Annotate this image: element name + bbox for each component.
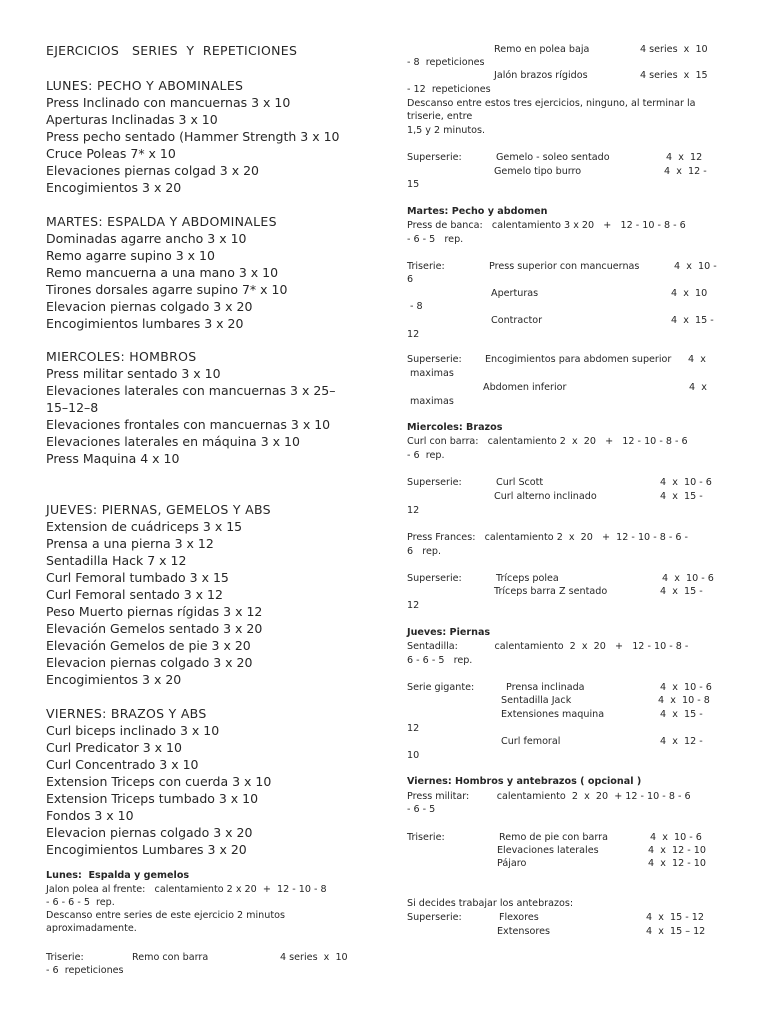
exercise-reps: 12: [407, 723, 420, 734]
exercise-item: Encogimientos lumbares 3 x 20: [46, 316, 244, 331]
exercise-name: Prensa inclinada: [506, 682, 585, 693]
exercise-line: 6 rep.: [407, 546, 442, 557]
exercise-line: Sentadilla: calentamiento 2 x 20 + 12 - 10 - 8 -: [407, 641, 689, 652]
exercise-item: Elevaciones frontales con mancuernas 3 x 10: [46, 417, 331, 432]
exercise-sets: 4 x 10 - 6: [660, 682, 712, 693]
exercise-reps: 12: [407, 600, 420, 611]
exercise-item: Encogimientos 3 x 20: [46, 180, 182, 195]
exercise-item: Curl Concentrado 3 x 10: [46, 757, 199, 772]
exercise-sets: 4 x 12 -: [664, 166, 707, 177]
exercise-item: Elevaciones laterales con mancuernas 3 x 25–: [46, 383, 336, 398]
superserie-label: Superserie:: [407, 477, 462, 488]
exercise-line: Press de banca: calentamiento 3 x 20 + 12 - 10 - 8 - 6: [407, 220, 686, 231]
exercise-item: Dominadas agarre ancho 3 x 10: [46, 231, 247, 246]
triserie-label: Triserie:: [46, 952, 84, 963]
exercise-item: Prensa a una pierna 3 x 12: [46, 536, 214, 551]
day-heading-miercoles: MIERCOLES: HOMBROS: [46, 349, 197, 364]
exercise-name: Aperturas: [491, 288, 539, 299]
note-line: Descanso entre series de este ejercicio 2 minutos: [46, 910, 285, 921]
exercise-line: - 6 - 5: [407, 804, 436, 815]
exercise-name: Encogimientos para abdomen superior: [485, 354, 672, 365]
exercise-sets: 4 x 10 - 6: [662, 573, 714, 584]
exercise-line: - 6 rep.: [407, 450, 445, 461]
exercise-sets: 4 x 12 -: [660, 736, 703, 747]
exercise-sets: 4 series x 15: [640, 70, 708, 81]
exercise-sets: 4 x 15 -: [660, 586, 703, 597]
exercise-name: Remo con barra: [132, 952, 209, 963]
exercise-sets: 4 series x 10: [280, 952, 348, 963]
exercise-item: Press Inclinado con mancuernas 3 x 10: [46, 95, 291, 110]
exercise-item: Sentadilla Hack 7 x 12: [46, 553, 187, 568]
exercise-item: Cruce Poleas 7* x 10: [46, 146, 176, 161]
superserie-label: Superserie:: [407, 912, 462, 923]
exercise-line: Jalon polea al frente: calentamiento 2 x 20 + 12 - 10 - 8: [46, 884, 327, 895]
exercise-line: - 6 - 5 rep.: [407, 234, 464, 245]
exercise-item: Press pecho sentado (Hammer Strength 3 x 10: [46, 129, 340, 144]
exercise-item: Elevación Gemelos sentado 3 x 20: [46, 621, 263, 636]
exercise-item: Press Maquina 4 x 10: [46, 451, 180, 466]
exercise-name: Pájaro: [497, 858, 527, 869]
exercise-item: Elevaciones piernas colgad 3 x 20: [46, 163, 259, 178]
section-heading-martes: Martes: Pecho y abdomen: [407, 206, 548, 217]
exercise-line: Press Frances: calentamiento 2 x 20 + 12 - 10 - 8 - 6 -: [407, 532, 688, 543]
exercise-reps: maximas: [407, 396, 454, 407]
exercise-item: Elevaciones laterales en máquina 3 x 10: [46, 434, 300, 449]
exercise-item: Aperturas Inclinadas 3 x 10: [46, 112, 218, 127]
exercise-sets: 4 x 10 - 6: [650, 832, 702, 843]
note-line: triserie, entre: [407, 111, 473, 122]
exercise-reps: - 8 repeticiones: [407, 57, 485, 68]
exercise-line: 6 - 6 - 5 rep.: [407, 655, 473, 666]
exercise-sets: 4 x 15 -: [671, 315, 714, 326]
superserie-label: Superserie:: [407, 573, 462, 584]
exercise-line: Curl con barra: calentamiento 2 x 20 + 12 - 10 - 8 - 6: [407, 436, 688, 447]
exercise-name: Curl alterno inclinado: [494, 491, 597, 502]
exercise-name: Flexores: [499, 912, 539, 923]
exercise-name: Sentadilla Jack: [501, 695, 572, 706]
exercise-sets: 4 x 15 -: [660, 491, 703, 502]
exercise-name: Gemelo - soleo sentado: [496, 152, 610, 163]
exercise-line: Press militar: calentamiento 2 x 20 + 12 - 10 - 8 - 6: [407, 791, 691, 802]
exercise-name: Contractor: [491, 315, 543, 326]
exercise-name: Jalón brazos rígidos: [494, 70, 588, 81]
day-heading-viernes: VIERNES: BRAZOS Y ABS: [46, 706, 207, 721]
exercise-item: Elevacion piernas colgado 3 x 20: [46, 825, 253, 840]
exercise-name: Curl femoral: [501, 736, 561, 747]
day-heading-martes: MARTES: ESPALDA Y ABDOMINALES: [46, 214, 277, 229]
note-line: aproximadamente.: [46, 923, 137, 934]
superserie-label: Superserie:: [407, 152, 462, 163]
triserie-label: Triserie:: [407, 261, 445, 272]
exercise-reps: 12: [407, 329, 420, 340]
exercise-sets: 4 x 12 - 10: [648, 858, 706, 869]
exercise-name: Tríceps barra Z sentado: [494, 586, 608, 597]
exercise-name: Remo en polea baja: [494, 44, 590, 55]
exercise-item: Remo agarre supino 3 x 10: [46, 248, 215, 263]
exercise-reps: 6: [407, 274, 414, 285]
note-line: Descanso entre estos tres ejercicios, ninguno, al terminar la: [407, 98, 696, 109]
exercise-sets: 4 x: [689, 382, 707, 393]
exercise-sets: 4 x 15 – 12: [646, 926, 706, 937]
exercise-item: Fondos 3 x 10: [46, 808, 134, 823]
exercise-name: Gemelo tipo burro: [494, 166, 582, 177]
exercise-item: Extension Triceps con cuerda 3 x 10: [46, 774, 272, 789]
exercise-sets: 4 x 10 - 8: [658, 695, 710, 706]
exercise-sets: 4 x 10 - 6: [660, 477, 712, 488]
exercise-name: Extensiones maquina: [501, 709, 605, 720]
exercise-reps: 15: [407, 179, 420, 190]
section-heading-viernes: Viernes: Hombros y antebrazos ( opcional ): [407, 776, 642, 787]
exercise-name: Tríceps polea: [496, 573, 559, 584]
section-heading-miercoles: Miercoles: Brazos: [407, 422, 503, 433]
exercise-line: - 6 - 6 - 5 rep.: [46, 897, 115, 908]
exercise-item: Remo mancuerna a una mano 3 x 10: [46, 265, 279, 280]
exercise-reps: maximas: [407, 368, 454, 379]
day-heading-lunes: LUNES: PECHO Y ABOMINALES: [46, 78, 244, 93]
exercise-item: Encogimientos 3 x 20: [46, 672, 182, 687]
exercise-sets: 4 x 12 - 10: [648, 845, 706, 856]
exercise-name: Extensores: [497, 926, 550, 937]
exercise-reps: - 6 repeticiones: [46, 965, 124, 976]
triserie-label: Triserie:: [407, 832, 445, 843]
exercise-sets: 4 x 12: [666, 152, 703, 163]
note-line: 1,5 y 2 minutos.: [407, 125, 486, 136]
document-title: EJERCICIOS SERIES Y REPETICIONES: [46, 43, 298, 58]
exercise-item: Encogimientos Lumbares 3 x 20: [46, 842, 247, 857]
serie-gigante-label: Serie gigante:: [407, 682, 475, 693]
superserie-label: Superserie:: [407, 354, 462, 365]
exercise-name: Curl Scott: [496, 477, 544, 488]
exercise-reps: - 12 repeticiones: [407, 84, 491, 95]
exercise-reps: 12: [407, 505, 420, 516]
exercise-item: Curl Predicator 3 x 10: [46, 740, 182, 755]
exercise-item: 15–12–8: [46, 400, 99, 415]
exercise-item: Curl Femoral tumbado 3 x 15: [46, 570, 229, 585]
exercise-reps: 10: [407, 750, 420, 761]
exercise-sets: 4 series x 10: [640, 44, 708, 55]
exercise-name: Abdomen inferior: [483, 382, 567, 393]
exercise-sets: 4 x 10 -: [674, 261, 717, 272]
exercise-item: Elevacion piernas colgado 3 x 20: [46, 655, 253, 670]
exercise-sets: 4 x 10: [671, 288, 708, 299]
note-line: Si decides trabajar los antebrazos:: [407, 898, 574, 909]
section-heading-lunes-espalda: Lunes: Espalda y gemelos: [46, 870, 190, 881]
day-heading-jueves: JUEVES: PIERNAS, GEMELOS Y ABS: [46, 502, 271, 517]
exercise-item: Press militar sentado 3 x 10: [46, 366, 221, 381]
exercise-item: Tirones dorsales agarre supino 7* x 10: [46, 282, 288, 297]
section-heading-jueves: Jueves: Piernas: [407, 627, 491, 638]
exercise-sets: 4 x 15 - 12: [646, 912, 704, 923]
exercise-name: Remo de pie con barra: [499, 832, 608, 843]
exercise-item: Extension de cuádriceps 3 x 15: [46, 519, 243, 534]
exercise-item: Extension Triceps tumbado 3 x 10: [46, 791, 259, 806]
exercise-reps: - 8: [407, 301, 423, 312]
exercise-sets: 4 x: [688, 354, 706, 365]
exercise-item: Elevacion piernas colgado 3 x 20: [46, 299, 253, 314]
exercise-name: Press superior con mancuernas: [489, 261, 640, 272]
exercise-sets: 4 x 15 -: [660, 709, 703, 720]
exercise-item: Curl biceps inclinado 3 x 10: [46, 723, 220, 738]
exercise-item: Elevación Gemelos de pie 3 x 20: [46, 638, 251, 653]
exercise-name: Elevaciones laterales: [497, 845, 599, 856]
exercise-item: Peso Muerto piernas rígidas 3 x 12: [46, 604, 263, 619]
exercise-item: Curl Femoral sentado 3 x 12: [46, 587, 223, 602]
